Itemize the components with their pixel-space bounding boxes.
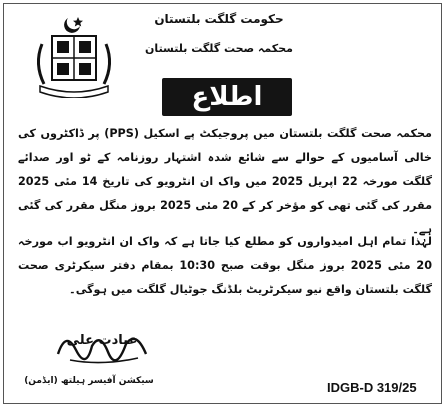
government-emblem-icon	[28, 14, 120, 98]
notice-paragraph-1: محکمہ صحت گلگت بلتستان میں پروجیکٹ پے اسکیل (PPS) پر ڈاکٹروں کی خالی آسامیوں کے حوالے سے شائع شدہ اشتہار روزنامہ کے ٹو اور صدائے گلگت مورخہ 22 اپریل 2025 میں واک ان انٹرویو کی تاریخ 14 مئی 2025 مقرر کی گئی تھی کو مؤخر کر کے 20 مئی 2025 بروز منگل مقرر کی گئی ہے۔	[18, 127, 432, 236]
notice-paragraph-2: لہٰذا تمام اہل امیدواروں کو مطلع کیا جاتا ہے کہ واک ان انٹرویو اب مورخہ 20 مئی 2025 بروز منگل بوقت صبح 10:30 بمقام دفتر سیکرٹری صحت گلگت بلتستان واقع نیو سیکرٹریٹ بلڈنگ جوٹیال گلگت میں ہوگی۔	[18, 235, 432, 296]
reference-number: IDGB-D 319/25	[327, 380, 417, 395]
signature	[52, 324, 152, 368]
department-heading: محکمہ صحت گلگت بلتستان	[145, 42, 293, 55]
notice-title: اطلاع	[162, 78, 292, 116]
government-heading: حکومت گلگت بلتستان	[154, 12, 284, 26]
notice-page	[3, 3, 442, 404]
signatory-name: عبادت علی	[66, 333, 138, 348]
signatory-designation: سیکشن آفیسر ہیلتھ (ایڈمن)	[24, 376, 154, 386]
